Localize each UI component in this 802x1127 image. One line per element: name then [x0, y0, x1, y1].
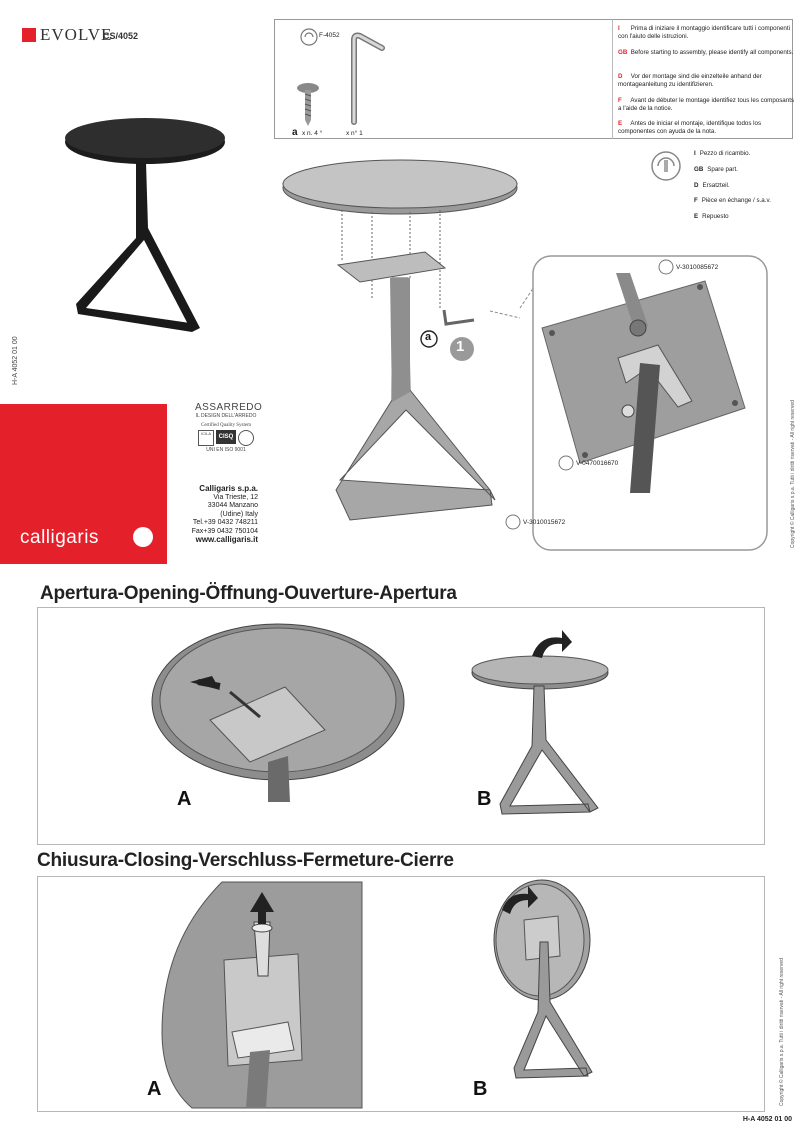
spare-fr [694, 197, 771, 204]
instruction-text: Before starting to assembly, please identify all components. [630, 49, 794, 56]
instruction-gb [618, 49, 794, 57]
allen-key-small [442, 308, 476, 328]
spare-text: Spare part. [707, 166, 738, 173]
company-address [150, 485, 258, 545]
fax: Fax+39 0432 750104 [191, 527, 258, 535]
screw-icon [296, 82, 320, 126]
company-name: Calligaris s.p.a. [199, 484, 258, 493]
allen-key-icon [344, 32, 384, 124]
screw-letter: a [292, 127, 298, 138]
spare-part-legend-icon [650, 150, 682, 182]
phone: Tel.+39 0432 748211 [192, 519, 258, 526]
instruction-es [618, 120, 794, 136]
closing-illustration-b [488, 882, 608, 1082]
lang-code: D [694, 182, 699, 189]
certification-block [195, 402, 263, 453]
part-v3: V-3010015672 [523, 519, 566, 526]
closing-label-a: A [147, 1078, 162, 1100]
closing-illustration-a [162, 882, 372, 1108]
lang-code: GB [618, 49, 628, 56]
logo: calligaris [20, 527, 99, 548]
instruction-text: Antes de iniciar el montaje, identifique todos los componentes con ayuda de la nota. [618, 120, 762, 135]
spare-de [694, 182, 730, 189]
lang-code: D [618, 73, 623, 80]
key-quantity: x n° 1 [346, 130, 363, 137]
instruction-text: Vor der montage sind die einzelteile anhand der montageanleitung zu identifizieren. [618, 73, 762, 88]
closing-label-b: B [473, 1078, 488, 1100]
copyright-bottom: Copyright © Calligaris s.p.a. Tutti i diritti riservati - All right reserved [779, 958, 785, 1106]
parts-divider [612, 19, 613, 139]
spare-icon-v2 [558, 455, 574, 471]
spare-icon-v1 [658, 259, 674, 275]
spare-icon-v3 [505, 514, 521, 530]
left-vertical-code: H-A 4052 01 00 [12, 336, 19, 385]
lang-code: E [694, 213, 699, 220]
cert-seal-icon [238, 430, 254, 446]
address-line: 33044 Manzano [207, 502, 258, 509]
footer-code: H-A 4052 01 00 [742, 1116, 792, 1123]
closing-title: Chiusura-Closing-Verschluss-Fermeture-Cierre [37, 850, 454, 871]
assarredo-logo: ASSARREDO [195, 402, 263, 413]
cisq-logo: CISQ [216, 430, 236, 444]
instruction-fr [618, 97, 794, 113]
assembly-drawing [280, 160, 530, 540]
part-a-letter: a [425, 331, 432, 343]
product-code: CS/4052 [103, 31, 139, 41]
instruction-text: Avant de débuter le montage identifiez tous les composants a l'aide de la notice. [618, 97, 795, 112]
instruction-text: Prima di iniziare il montaggio identificare tutti i componenti con l'aiuto delle istruzioni. [618, 25, 790, 40]
opening-title: Apertura-Opening-Öffnung-Ouverture-Apertura [40, 583, 457, 604]
spare-gb [694, 166, 738, 173]
spare-it [694, 150, 750, 157]
brand-square [22, 28, 36, 42]
opening-label-a: A [177, 788, 192, 810]
opening-illustration-a [150, 632, 410, 802]
product-photo [60, 118, 230, 348]
part-v2: V-0470016670 [576, 460, 619, 467]
screw-quantity: x n. 4 ° [302, 130, 323, 137]
website-link[interactable]: www.calligaris.it [195, 535, 258, 544]
quality-label: Certified Quality System [201, 423, 251, 428]
address-line: Via Trieste, 12 [213, 493, 258, 501]
brand-name: EVOLVE [40, 25, 113, 44]
lang-code: F [694, 197, 698, 204]
lang-code: E [618, 120, 623, 127]
lang-code: I [618, 25, 620, 32]
detail-panel [530, 253, 770, 553]
instruction-it [618, 25, 794, 41]
part-v1: V-3010085672 [676, 264, 719, 271]
instruction-de [618, 73, 794, 89]
lang-code: I [694, 150, 696, 157]
spare-part-icon [300, 28, 318, 46]
icila-logo: ICILA [198, 430, 214, 446]
spare-text: Ersatzteil. [702, 182, 730, 189]
spare-text: Repuesto [702, 213, 729, 220]
spare-es [694, 213, 729, 220]
copyright-top: Copyright © Calligaris s.p.a. Tutti i diritti riservati - All right reserved [790, 400, 796, 548]
closing-panel [37, 876, 765, 1112]
address-line: (Udine) Italy [220, 510, 258, 518]
iso-label: UNI EN ISO 9001 [206, 447, 246, 453]
spare-text: Pezzo di ricambio. [699, 150, 751, 157]
lang-code: F [618, 97, 622, 104]
step-number: 1 [456, 338, 465, 355]
screw-part-id: F-4052 [319, 32, 340, 39]
assarredo-sub: IL DESIGN DELL'ARREDO [195, 413, 257, 419]
opening-label-b: B [477, 788, 492, 810]
spare-text: Pièce en échange / s.a.v. [701, 197, 771, 204]
lang-code: GB [694, 166, 704, 173]
